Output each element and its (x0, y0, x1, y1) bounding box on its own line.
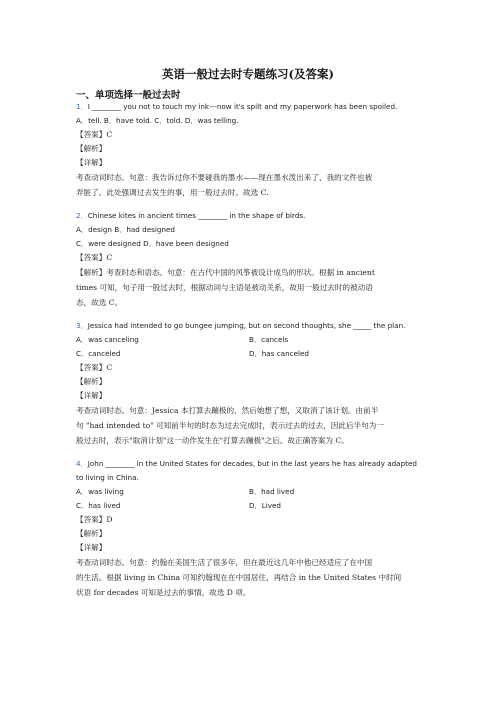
answer-label: 【答案】C (76, 253, 113, 262)
analysis-label: 【解析】 (76, 144, 107, 153)
question-stem: I ________ you not to touch my ink---now it's spilt and my paperwork has been spoiled. (87, 102, 398, 111)
option-d: D．has canceled (249, 349, 309, 358)
explanation-line: 般过去时，表示"取消计划"这一动作发生在"打算去蹦极"之后。故正确答案为 C。 (76, 436, 349, 445)
explanation-line: 状语 for decades 可知是过去的事情，故选 D 项。 (76, 588, 251, 597)
option-a: A．was living (76, 487, 124, 496)
question-1 (76, 100, 422, 200)
question-number: 3． (76, 321, 88, 330)
answer-label: 【答案】D (76, 515, 113, 524)
answer-label: 【答案】C (76, 130, 113, 139)
question-stem-continued: to living in China. (76, 473, 139, 482)
answer-label: 【答案】C (76, 363, 113, 372)
question-options (76, 333, 422, 347)
question-options: C．were designed D．have been designed (76, 239, 229, 248)
question-options (76, 347, 422, 361)
explanation-line: 考查动词时态。句意：约翰在美国生活了很多年，但在最近这几年中他已经适应了在中国 (76, 558, 373, 567)
explanation-line: 考查动词时态。句意：Jessica 本打算去蹦极的，然后她想了想，又取消了该计划。由前半 (76, 406, 379, 415)
detail-label: 【详解】 (76, 158, 107, 167)
analysis-label: 【解析】 (76, 529, 107, 538)
explanation-line: times 可知，句子用一般过去时，根据动词与主语是被动关系，故用一般过去时的被动语 (76, 283, 373, 292)
detail-label: 【详解】 (76, 391, 107, 400)
option-b: B．cancels (249, 335, 289, 344)
question-stem: Chinese kites in ancient times ________ in the shape of birds. (87, 211, 306, 220)
question-stem: Jessica had intended to go bungee jumping, but on second thoughts, she _____ the plan. (87, 321, 406, 330)
option-c: C．canceled (76, 349, 121, 358)
document-title: 英语一般过去时专题练习(及答案) (162, 67, 334, 81)
question-options (76, 485, 422, 499)
option-b: B．had lived (249, 487, 295, 496)
explanation-line: 弄脏了。此处强调过去发生的事，用一般过去时。故选 C. (76, 188, 269, 197)
question-options: A．design B．had designed (76, 225, 175, 234)
question-4 (76, 457, 422, 600)
question-list (76, 100, 422, 609)
explanation-line: 的生活。根据 living in China 可知约翰现在在中国居住，再结合 in the United States 中时间 (76, 573, 402, 582)
question-number: 4． (76, 459, 88, 468)
explanation-line: 态，故选 C。 (76, 298, 123, 307)
question-2 (76, 209, 422, 310)
question-options: A．tell. B．have told. C．told. D．was telling. (76, 116, 239, 125)
analysis-label: 【解析】 (76, 377, 107, 386)
explanation-line: 【解析】考查时态和语态。句意：在古代中国的风筝被设计成鸟的形状。根据 in ancient (76, 268, 375, 277)
question-options (76, 499, 422, 513)
option-a: A．was canceling (76, 335, 139, 344)
question-number: 2． (76, 211, 88, 220)
explanation-line: 句 "had intended to" 可知前半句的时态为过去完成时，表示过去的过去，因此后半句为一 (76, 421, 384, 430)
question-stem: John ________ in the United States for decades, but in the last years he has already adapted (87, 459, 417, 468)
section-heading: 一、单项选择一般过去时 (76, 90, 181, 101)
question-3 (76, 319, 422, 448)
option-c: C．has lived (76, 501, 121, 510)
detail-label: 【详解】 (76, 543, 107, 552)
option-d: D．Lived (249, 501, 281, 510)
question-number: 1． (76, 102, 88, 111)
explanation-line: 考查动词时态。句意：我告诉过你不要碰我的墨水——现在墨水泼出来了，我的文件也被 (76, 173, 373, 182)
